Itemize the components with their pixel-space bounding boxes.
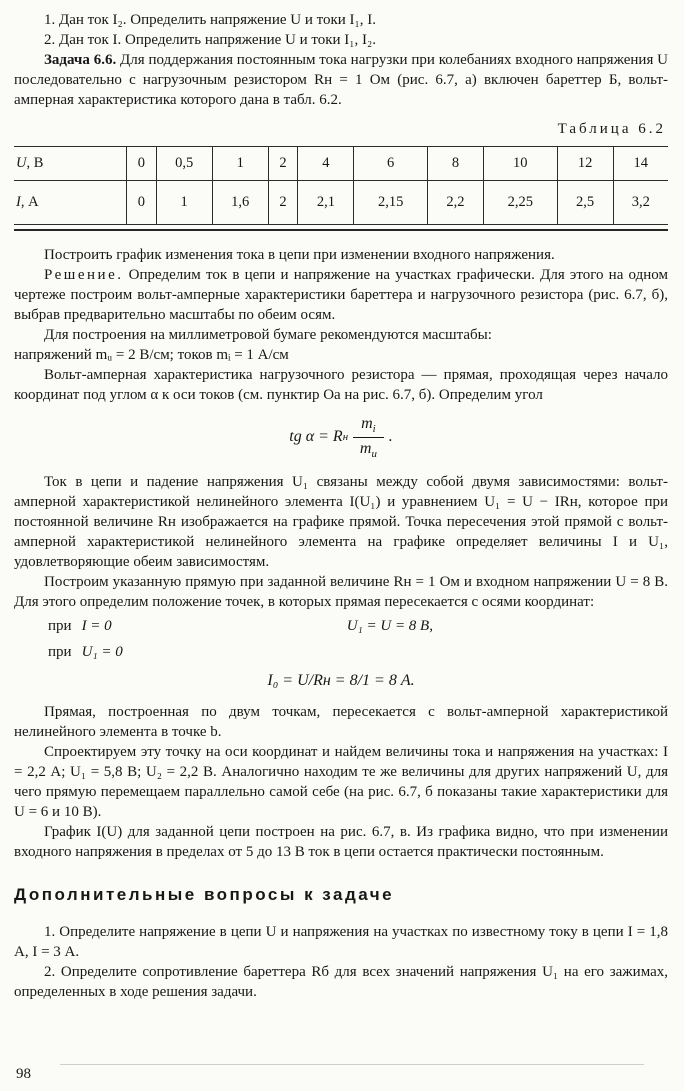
scan-artifact-line (60, 1064, 644, 1065)
question-2: 2. Определите сопротивление бареттера Rб для всех значений напряжения U₁ на его зажимах, определенных в ходе решения задачи. (14, 963, 668, 1000)
dependencies-paragraph: Ток в цепи и падение напряжения U₁ связаны между собой двумя зависимостями: вольт-амперной характеристикой нелинейного элемента I(U₁) и уравнением U₁ = U − IRн, которое при постоянной величине Rн изображается на графике прямой. Точка пересечения этой прямой с вольт-амперной характеристикой нелинейного элемента на графике определяет величины I и U₁, удовлетворяющие обеим зависимостям. (14, 473, 668, 570)
formula-lhs: tg α = R (289, 428, 343, 446)
spacer (123, 640, 668, 664)
condition-2 (48, 640, 123, 664)
intro-item-2: 2. Дан ток I. Определить напряжение U и токи I₁, I₂. (44, 32, 377, 48)
row-unit: , В (26, 155, 44, 171)
solution-label: Решение. (44, 267, 124, 283)
condition-expression: I = 0 (81, 617, 112, 634)
equation-2: I₀ = U/Rн = 8/1 = 8 А. (267, 671, 415, 689)
denominator-subscript: u (371, 447, 377, 460)
table-bottom-rule (14, 229, 668, 231)
formula-period: . (388, 428, 393, 446)
table-cell: 0,5 (156, 147, 212, 181)
fraction-denominator (353, 438, 384, 460)
characteristic-table (14, 146, 668, 225)
condition-word: при (48, 643, 72, 660)
denominator-base: m (359, 439, 372, 457)
problem-statement (14, 50, 668, 110)
row-variable: I (16, 194, 21, 210)
equation-1: U₁ = U = 8 В, (346, 617, 433, 634)
table-cell: 0 (127, 147, 157, 181)
condition-1 (48, 614, 112, 638)
problem-label: Задача 6.6. (44, 52, 117, 68)
formula-lhs-subscript: н (342, 431, 349, 444)
row-unit: , А (20, 194, 39, 210)
table-cell: 2,5 (557, 181, 613, 225)
table-cell: 2,2 (427, 181, 483, 225)
intro-item-1: 1. Дан ток I₂. Определить напряжение U и токи I₁, I. (44, 12, 377, 28)
table-cell: 12 (557, 147, 613, 181)
table-cell: 1,6 (212, 181, 268, 225)
table-cell: 2 (268, 147, 298, 181)
additional-questions-heading: Дополнительные вопросы к задаче (14, 884, 395, 904)
table-cell: 1 (156, 181, 212, 225)
table-cell: 1 (212, 147, 268, 181)
page-number: 98 (16, 1066, 31, 1082)
solution-text: Определим ток в цепи и напряжение на участках графически. Для этого на одном чертеже построим вольт-амперные характеристики бареттера и нагрузочного резистора (рис. 6.7, б), выбрав предварительно масштабы по обеим осям. (14, 267, 668, 323)
projection-paragraph: Спроектируем эту точку на оси координат и найдем величины тока и напряжения на участках: I = 2,2 А; U₁ = 5,8 В; U₂ = 2,2 В. Аналогично находим те же величины для других напряжений U, для чего прямую перемещаем параллельно самой себе (на рис. 6.7, б показаны такие характеристики для U = 6 и 10 В). (14, 743, 668, 820)
table-cell: 2,25 (483, 181, 557, 225)
table-cell: 0 (127, 181, 157, 225)
condition-expression: U₁ = 0 (81, 643, 123, 660)
numerator-base: m (361, 415, 373, 432)
formula-tg-alpha (14, 415, 668, 460)
resistor-characteristic-paragraph: Вольт-амперная характеристика нагрузочного резистора — прямая, проходящая через начало координат под углом α к оси токов (см. пунктир Оа на рис. 6.7, б). Определим угол (14, 367, 668, 403)
graph-conclusion-paragraph: График I(U) для заданной цепи построен на рис. 6.7, в. Из графика видно, что при изменении входного напряжения в пределах от 5 до 13 В ток в цепи остается практически постоянным. (14, 823, 668, 860)
table-row-current (14, 181, 668, 225)
table-caption: Таблица 6.2 (557, 121, 666, 137)
table-cell: 10 (483, 147, 557, 181)
solution-paragraph (14, 265, 668, 325)
line-construction-paragraph: Построим указанную прямую при заданной величине Rн = 1 Ом и входном напряжении U = 8 В. Для этого определим положение точек, в которых прямая пересекается с осями координат: (14, 573, 668, 610)
numerator-subscript: i (372, 422, 376, 435)
row-label-cell (14, 181, 127, 225)
table-row-voltage (14, 147, 668, 181)
table-cell: 2 (268, 181, 298, 225)
table-cell: 8 (427, 147, 483, 181)
table-cell: 6 (354, 147, 428, 181)
scales-intro: Для построения на миллиметровой бумаге рекомендуются масштабы: (44, 327, 492, 343)
row-label-cell (14, 147, 127, 181)
table-cell: 4 (298, 147, 354, 181)
table-cell: 3,2 (613, 181, 668, 225)
table-cell: 14 (613, 147, 668, 181)
fraction-numerator (353, 415, 384, 438)
condition-row-1 (14, 614, 668, 638)
formula-fraction (353, 415, 384, 460)
question-1: 1. Определите напряжение в цепи U и напряжения на участках по известному току в цепи I = 1,8 А, I = 3 А. (14, 923, 668, 960)
table-cell: 2,15 (354, 181, 428, 225)
table-cell: 2,1 (298, 181, 354, 225)
condition-row-2 (14, 640, 668, 664)
row-variable: U (16, 155, 27, 171)
condition-word: при (48, 617, 72, 634)
problem-text: Для поддержания постоянным тока нагрузки при колебаниях входного напряжения U последовательно с нагрузочным резистором Rн = 1 Ом (рис. 6.7, а) включен бареттер Б, вольт-амперная характеристика которого дана в табл. 6.2. (14, 52, 669, 108)
task-paragraph: Построить график изменения тока в цепи при изменении входного напряжения. (44, 247, 555, 263)
intersection-paragraph: Прямая, построенная по двум точкам, пересекается с вольт-амперной характеристикой нелинейного элемента в точке b. (14, 703, 668, 740)
scales-values: напряжений mᵤ = 2 В/см; токов mᵢ = 1 А/см (14, 347, 289, 363)
